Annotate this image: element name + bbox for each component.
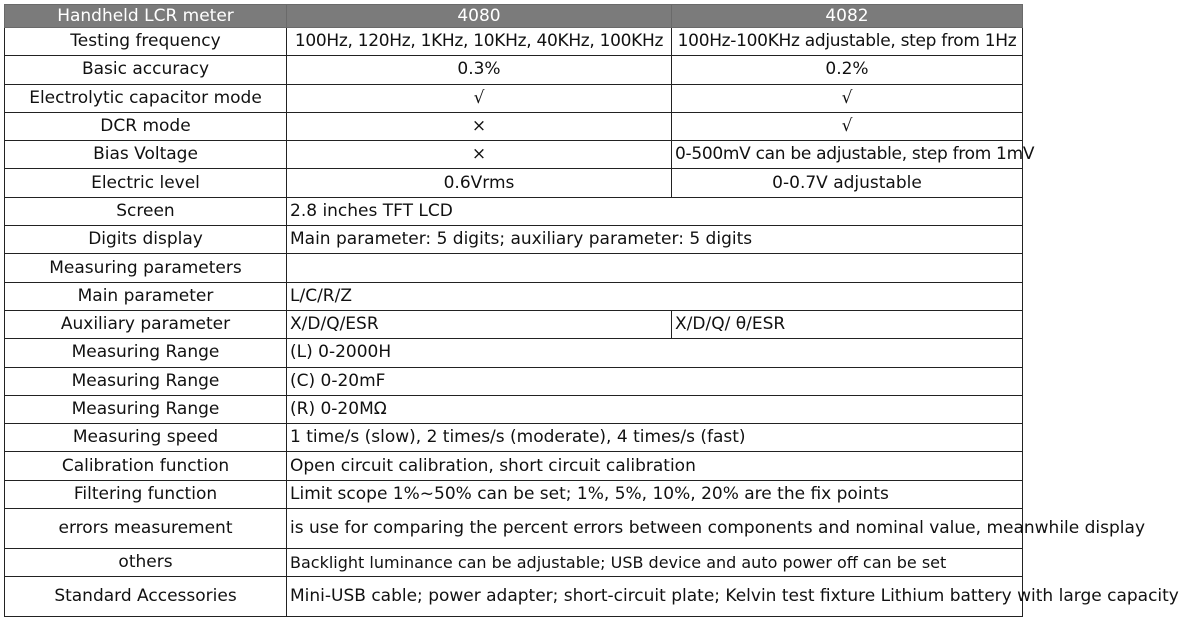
value-shared: Open circuit calibration, short circuit calibration — [287, 452, 1023, 480]
header-4082: 4082 — [672, 5, 1023, 28]
row-label: errors measurement — [5, 509, 287, 549]
row-label: Measuring speed — [5, 424, 287, 452]
value-shared: 2.8 inches TFT LCD — [287, 197, 1023, 225]
value-shared: is use for comparing the percent errors between components and nominal value, meanwhile display — [287, 509, 1023, 549]
value-shared: (C) 0-20mF — [287, 367, 1023, 395]
table-row — [5, 282, 1023, 310]
table-row — [5, 424, 1023, 452]
value-4080: 0.3% — [287, 56, 672, 84]
table-row — [5, 112, 1023, 140]
table-row — [5, 395, 1023, 423]
value-shared — [287, 254, 1023, 282]
table-row — [5, 480, 1023, 508]
value-4080: × — [287, 141, 672, 169]
value-4080: 0.6Vrms — [287, 169, 672, 197]
header-4080: 4080 — [287, 5, 672, 28]
table-row — [5, 367, 1023, 395]
table-row — [5, 339, 1023, 367]
table-row — [5, 28, 1023, 56]
table-row — [5, 549, 1023, 577]
row-label: others — [5, 549, 287, 577]
row-label: DCR mode — [5, 112, 287, 140]
value-4082: √ — [672, 84, 1023, 112]
row-label: Basic accuracy — [5, 56, 287, 84]
value-shared: Backlight luminance can be adjustable; USB device and auto power off can be set — [287, 549, 1023, 577]
table-row — [5, 56, 1023, 84]
row-label: Filtering function — [5, 480, 287, 508]
value-shared: Limit scope 1%~50% can be set; 1%, 5%, 10%, 20% are the fix points — [287, 480, 1023, 508]
header-row — [5, 5, 1023, 28]
table-row — [5, 509, 1023, 549]
table-row — [5, 310, 1023, 338]
value-4080: √ — [287, 84, 672, 112]
row-label: Measuring parameters — [5, 254, 287, 282]
value-4082: √ — [672, 112, 1023, 140]
value-4082: 0-500mV can be adjustable, step from 1mV — [672, 141, 1023, 169]
row-label: Measuring Range — [5, 339, 287, 367]
row-label: Main parameter — [5, 282, 287, 310]
row-label: Standard Accessories — [5, 577, 287, 617]
table-row — [5, 254, 1023, 282]
value-4082: 0-0.7V adjustable — [672, 169, 1023, 197]
spec-table — [4, 4, 1179, 617]
value-shared: (R) 0-20MΩ — [287, 395, 1023, 423]
value-4082: X/D/Q/ θ/ESR — [672, 310, 1023, 338]
row-label: Auxiliary parameter — [5, 310, 287, 338]
row-label: Digits display — [5, 226, 287, 254]
value-4080: × — [287, 112, 672, 140]
row-label: Calibration function — [5, 452, 287, 480]
value-4080: X/D/Q/ESR — [287, 310, 672, 338]
table-row — [5, 452, 1023, 480]
row-label: Measuring Range — [5, 395, 287, 423]
value-4082: 100Hz-100KHz adjustable, step from 1Hz — [672, 28, 1023, 56]
table-row — [5, 226, 1023, 254]
row-label: Measuring Range — [5, 367, 287, 395]
row-label: Bias Voltage — [5, 141, 287, 169]
value-shared: L/C/R/Z — [287, 282, 1023, 310]
table-row — [5, 577, 1023, 617]
value-4080: 100Hz, 120Hz, 1KHz, 10KHz, 40KHz, 100KHz — [287, 28, 672, 56]
value-shared: 1 time/s (slow), 2 times/s (moderate), 4 times/s (fast) — [287, 424, 1023, 452]
table-row — [5, 141, 1023, 169]
row-label: Electric level — [5, 169, 287, 197]
value-4082: 0.2% — [672, 56, 1023, 84]
table-row — [5, 197, 1023, 225]
row-label: Screen — [5, 197, 287, 225]
header-model-label: Handheld LCR meter — [5, 5, 287, 28]
row-label: Electrolytic capacitor mode — [5, 84, 287, 112]
value-shared: (L) 0-2000H — [287, 339, 1023, 367]
value-shared: Main parameter: 5 digits; auxiliary parameter: 5 digits — [287, 226, 1023, 254]
table-row — [5, 84, 1023, 112]
table-row — [5, 169, 1023, 197]
value-shared: Mini-USB cable; power adapter; short-circuit plate; Kelvin test fixture Lithium battery with large capacity — [287, 577, 1023, 617]
row-label: Testing frequency — [5, 28, 287, 56]
